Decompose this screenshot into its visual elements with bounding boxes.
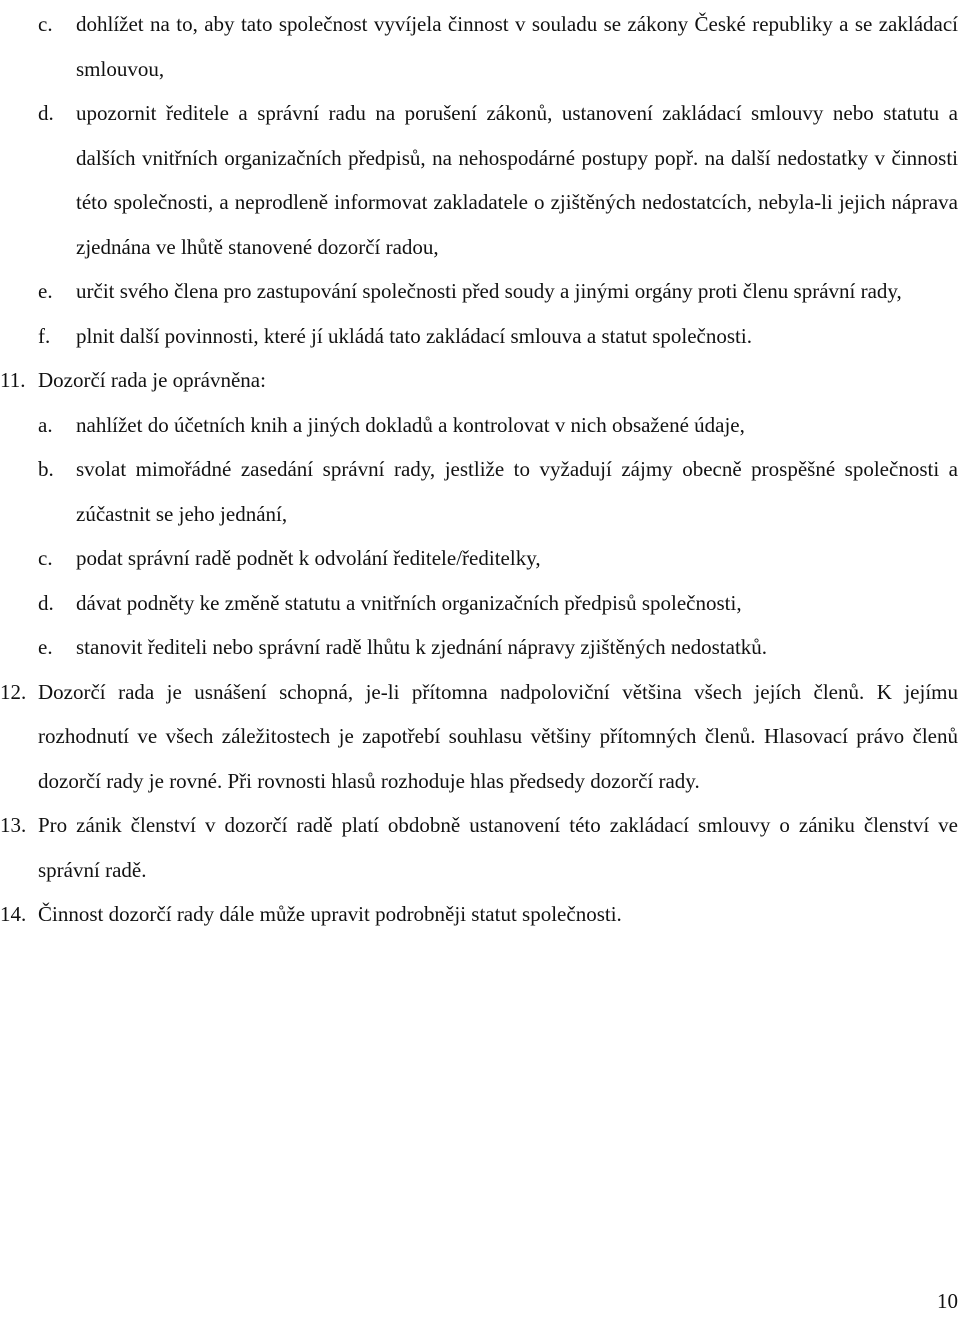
list-item-text: dohlížet na to, aby tato společnost vyvíjela činnost v souladu se zákony České republiky a se zakládací smlouvou,	[76, 12, 958, 81]
list-item-label: e.	[38, 279, 53, 303]
list-item-label: e.	[38, 635, 53, 659]
list-item-text: nahlížet do účetních knih a jiných dokladů a kontrolovat v nich obsažené údaje,	[76, 412, 745, 437]
section-number: 11.	[0, 368, 26, 392]
section-number: 13.	[0, 813, 27, 837]
section-text: Dozorčí rada je usnášení schopná, je-li přítomna nadpoloviční většina všech jejích členů. K jejímu rozhodnutí ve všech záležitostech je zapotřebí souhlasu většiny přítomných členů. Hlasovací právo členů dozorčí rady je rovné. Při rovnosti hlasů rozhoduje hlas předsedy dozorčí rady.	[38, 679, 958, 793]
list-item-label: d.	[38, 590, 54, 615]
section-number: 14.	[0, 902, 27, 926]
section-item	[0, 803, 960, 892]
section-item	[0, 670, 960, 804]
list-item-text: určit svého člena pro zastupování společnosti před soudy a jinými orgány proti členu správní rady,	[76, 279, 902, 303]
list-item-text: upozornit ředitele a správní radu na porušení zákonů, ustanovení zakládací smlouvy nebo statutu a dalších vnitřních organizačních předpisů, na nehospodárné postupy popř. na další nedostatky v činnosti této společnosti, a neprodleně informovat zakladatele o zjištěných nedostatcích, nebyla-li jejich náprava zjednána ve lhůtě stanovené dozorčí radou,	[76, 101, 958, 259]
list-item-label: d.	[38, 101, 54, 125]
list-item-label: f.	[38, 323, 51, 348]
list-item	[0, 91, 960, 269]
list-item-label: a.	[38, 412, 53, 437]
section-item	[0, 892, 960, 937]
list-item	[0, 447, 960, 536]
list-item-label: c.	[38, 546, 53, 570]
section-text: Činnost dozorčí rady dále může upravit podrobněji statut společnosti.	[38, 902, 622, 926]
list-item-label: c.	[38, 12, 53, 36]
list-item-label: b.	[38, 457, 54, 481]
document-body	[0, 2, 960, 937]
section-text: Pro zánik členství v dozorčí radě platí obdobně ustanovení této zakládací smlouvy o zániku členství ve správní radě.	[38, 813, 958, 882]
list-item-text: dávat podněty ke změně statutu a vnitřních organizačních předpisů společnosti,	[76, 590, 742, 615]
list-item	[0, 269, 960, 314]
list-item	[0, 314, 960, 359]
list-item	[0, 536, 960, 581]
list-item	[0, 581, 960, 626]
list-item-text: stanovit řediteli nebo správní radě lhůtu k zjednání nápravy zjištěných nedostatků.	[76, 635, 768, 659]
section-text: Dozorčí rada je oprávněna:	[38, 368, 266, 392]
list-item-text: svolat mimořádné zasedání správní rady, jestliže to vyžadují zájmy obecně prospěšné společnosti a zúčastnit se jeho jednání,	[76, 457, 958, 526]
section-item	[0, 358, 960, 403]
list-item	[0, 403, 960, 448]
list-item	[0, 2, 960, 91]
list-item-text: podat správní radě podnět k odvolání ředitele/ředitelky,	[76, 546, 541, 570]
section-number: 12.	[0, 679, 27, 704]
list-item-text: plnit další povinnosti, které jí ukládá tato zakládací smlouva a statut společnosti.	[76, 323, 752, 348]
page-number: 10	[937, 1289, 958, 1313]
list-item	[0, 625, 960, 670]
